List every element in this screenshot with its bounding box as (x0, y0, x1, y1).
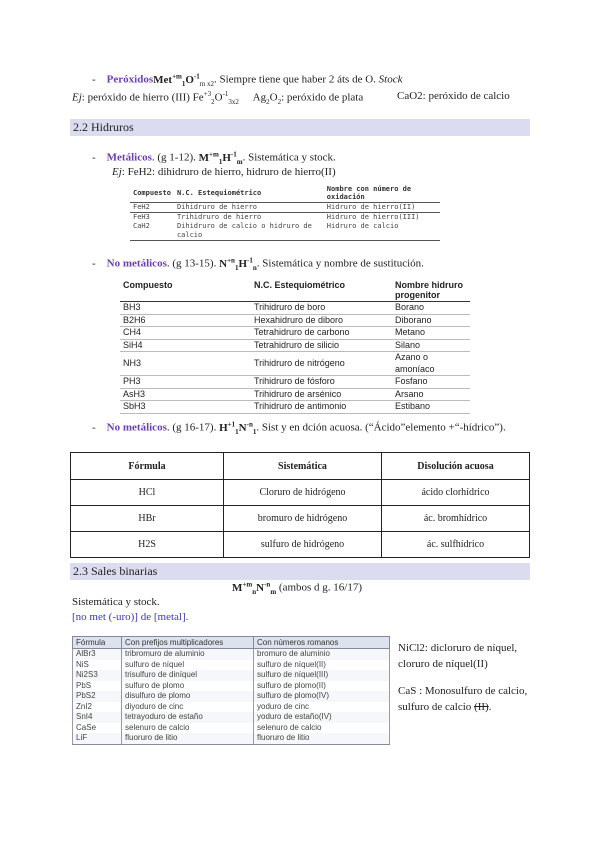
table-row (71, 532, 530, 558)
cell: Ni2S3 (73, 670, 122, 681)
peroxidos-example (72, 90, 542, 106)
formula-n: N (256, 581, 265, 594)
cell: sulfuro de níquel(II) (254, 660, 390, 671)
sub: m (236, 157, 243, 166)
formula-met: Met (153, 73, 173, 86)
cell: sulfuro de plomo(II) (254, 681, 390, 692)
cell: tetrayoduro de estaño (122, 712, 254, 723)
cell: bromuro de aluminio (254, 649, 390, 660)
cell: ácido clorhídrico (382, 480, 530, 506)
sup: -1 (193, 72, 200, 80)
cell: Dihidruro de calcio o hidruro de calcio (176, 222, 312, 239)
cell: fluoruro de litio (254, 733, 390, 744)
formula-o: O (185, 73, 194, 86)
cell: Hexahidruro de diboro (251, 314, 392, 327)
cell: Arsano (392, 388, 470, 401)
table-header (73, 637, 390, 649)
ej-label: Ej (112, 166, 122, 178)
cell: PH3 (120, 376, 251, 389)
table-row (120, 352, 470, 376)
metalicos-line (92, 150, 336, 166)
table-row (120, 376, 470, 389)
formula-m: M (198, 151, 210, 164)
table-row (73, 649, 390, 660)
table-row (130, 203, 440, 213)
metalicos-example (112, 166, 336, 178)
cell: Tetrahidruro de carbono (251, 327, 392, 340)
cell: sulfuro de níquel (122, 660, 254, 671)
peroxidos-title: Peróxidos (106, 73, 154, 86)
ej-ag: Ag (252, 91, 267, 104)
metalicos-rest: . Sistemática y stock. (242, 151, 336, 164)
cell: NH3 (120, 352, 251, 376)
ej-ag-o: O (269, 91, 278, 104)
cell: Silano (392, 339, 470, 352)
cell: HCl (71, 480, 224, 506)
bullet: - (92, 73, 96, 86)
cell: disulfuro de plomo (122, 691, 254, 702)
sub: 2 (211, 97, 215, 106)
header-cell: N.C. Estequiométrico (174, 184, 324, 203)
bullet: - (92, 151, 96, 164)
sub: 1 (252, 427, 257, 436)
cell: Dihidruro de hierro (176, 203, 258, 211)
sub: 1 (181, 79, 186, 88)
ej-label: Ej (72, 91, 82, 104)
cell: diyoduro de cinc (122, 702, 254, 713)
sales-line2: [no met (-uro)] de [metal]. (72, 611, 189, 623)
table-row (120, 339, 470, 352)
cell: Trihidruro de nitrógeno (251, 352, 392, 376)
cell: Trihidruro de antimonio (251, 401, 392, 414)
cell: Hidruro de hierro(III) (324, 213, 440, 223)
metalicos-table (130, 184, 440, 241)
table-row (130, 213, 440, 223)
cell: FeH2 (133, 203, 150, 211)
header-cell: Sistemática (224, 453, 382, 480)
cell: B2H6 (120, 314, 251, 327)
cell: fluoruro de litio (122, 733, 254, 744)
sup: -1 (247, 256, 253, 264)
note-nicl2: NiCl2: dicloruro de níquel, cloruro de níquel(II) (398, 642, 518, 670)
cell: bromuro de hidrógeno (224, 506, 382, 532)
table-row (71, 480, 530, 506)
cell: Tetrahidruro de silicio (251, 339, 392, 352)
table-row (71, 506, 530, 532)
header-cell: Nombre con número de oxidación (324, 184, 440, 203)
ref: . (g 16-17). (166, 421, 217, 434)
section-sales: 2.3 Sales binarias (70, 563, 530, 580)
acidos-table (70, 452, 530, 558)
nometalicos2-line (92, 420, 506, 436)
ej-o: O (214, 91, 223, 104)
table-header (120, 279, 470, 302)
header-cell: Con números romanos (254, 637, 390, 649)
table-row (73, 702, 390, 713)
header-cell: Fórmula (71, 453, 224, 480)
nometalicos1-line (92, 256, 424, 272)
header-cell: N.C. Estequiométrico (251, 279, 392, 302)
cell: ZnI2 (73, 702, 122, 713)
cell: Trihidruro de hierro (174, 213, 324, 223)
cell: BH3 (120, 302, 251, 315)
cell: CaSe (73, 723, 122, 734)
sales-table (72, 636, 390, 745)
cell: Azano o amoníaco (392, 352, 470, 376)
table-row (73, 723, 390, 734)
sub: n (252, 263, 257, 272)
rest: . Sistemática y nombre de sustitución. (256, 257, 424, 270)
header-cell: Nombre hidruro progenitor (392, 279, 470, 302)
formula-h: H (238, 257, 248, 270)
note-cas (398, 683, 533, 715)
ref: . (g 13-15). (166, 257, 217, 270)
cell: sulfuro de plomo(IV) (254, 691, 390, 702)
table-row (73, 733, 390, 744)
sales-formula (232, 580, 362, 596)
note-text: CaS : Monosulfuro de calcio, sulfuro de calcio (398, 685, 528, 713)
section-hidruros: 2.2 Hidruros (70, 119, 530, 136)
table-row (73, 712, 390, 723)
cell: AlBr3 (73, 649, 122, 660)
sub: 1 (235, 427, 239, 436)
cell: Trihidruro de fósforo (251, 376, 392, 389)
ej-text: : peróxido de hierro (III) Fe (81, 91, 204, 104)
cell: Hidruro de calcio (326, 222, 399, 230)
cell: Cloruro de hidrógeno (224, 480, 382, 506)
table-row (120, 302, 470, 315)
table-row (73, 681, 390, 692)
rest: . Sist y en dción acuosa. (“Ácido”elemento +“-hídrico”). (256, 421, 506, 434)
header-cell: Compuesto (120, 279, 251, 302)
cell: Estibano (392, 401, 470, 414)
cell: sulfuro de hidrógeno (224, 532, 382, 558)
sub: 3x2 (228, 97, 239, 106)
header-cell: Compuesto (130, 184, 174, 203)
ej-ag-text: : peróxido de plata (281, 91, 364, 104)
cell: trisulfuro de diníquel (122, 670, 254, 681)
cell: yoduro de estaño(IV) (254, 712, 390, 723)
table-row (120, 401, 470, 414)
cell: Diborano (392, 314, 470, 327)
sub: 1 (218, 157, 223, 166)
metalicos-title: Metálicos (106, 151, 152, 164)
sub: n (252, 587, 257, 596)
table-header (71, 453, 530, 480)
cell: HBr (71, 506, 224, 532)
stock-label: Stock (378, 73, 403, 86)
cell: selenuro de calcio (122, 723, 254, 734)
cell: Metano (392, 327, 470, 340)
cell: PbS2 (73, 691, 122, 702)
cell: Fosfano (392, 376, 470, 389)
table-row (73, 670, 390, 681)
nometalicos1-title: No metálicos (106, 257, 167, 270)
table-row (120, 388, 470, 401)
formula-h: H (222, 151, 231, 164)
table-row (73, 660, 390, 671)
table-row (130, 222, 440, 241)
sup: -n (246, 420, 253, 428)
sub: m x2 (199, 79, 214, 88)
cell: CaH2 (133, 222, 150, 230)
sup: +m (209, 150, 219, 158)
peroxidos-line (92, 72, 402, 88)
sup: -1 (230, 150, 237, 158)
sub: m (270, 587, 277, 596)
strike-text: (II) (474, 701, 489, 713)
cell: SbH3 (120, 401, 251, 414)
sub: 2 (277, 97, 282, 106)
metalicos-ref: . (g 1-12). (151, 151, 196, 164)
sup: -1 (222, 90, 229, 98)
ej-ca: CaO2: peróxido de calcio (397, 90, 510, 102)
formula-h: H (219, 421, 228, 434)
cell: sulfuro de plomo (122, 681, 254, 692)
sup: +n (227, 256, 235, 264)
bullet: - (92, 257, 96, 270)
header-cell: Disolución acuosa (382, 453, 530, 480)
peroxidos-rest: . Siempre tiene que haber 2 áts de O. (214, 73, 376, 86)
cell: SiH4 (120, 339, 251, 352)
cell: LiF (73, 733, 122, 744)
cell: tribromuro de aluminio (122, 649, 254, 660)
cell: SnI4 (73, 712, 122, 723)
formula-n: N (238, 421, 247, 434)
sales-line1: Sistemática y stock. (72, 596, 160, 608)
header-cell: Fórmula (73, 637, 122, 649)
sup: +1 (227, 420, 236, 428)
sub: 1 (234, 263, 239, 272)
cell: PbS (73, 681, 122, 692)
formula-m: M (232, 581, 243, 594)
nometalicos2-title: No metálicos (106, 421, 167, 434)
sub: 2 (266, 97, 270, 106)
cell: ác. bromhídrico (382, 506, 530, 532)
cell: yoduro de cinc (254, 702, 390, 713)
cell: CH4 (120, 327, 251, 340)
ref: (ambos d g. 16/17) (278, 581, 363, 594)
table-row (73, 691, 390, 702)
cell: Trihidruro de arsénico (251, 388, 392, 401)
cell: Trihidruro de boro (251, 302, 392, 315)
cell: Hidruro de hierro(II) (326, 203, 416, 211)
cell: AsH3 (120, 388, 251, 401)
nometalicos1-table (120, 279, 470, 414)
note-end: . (488, 701, 492, 713)
sup: +m (172, 72, 182, 80)
cell: NiS (73, 660, 122, 671)
table-row (120, 327, 470, 340)
sup: +m (242, 580, 253, 588)
sup: -n (264, 580, 271, 588)
table-header (130, 184, 440, 203)
table-row (120, 314, 470, 327)
sup: +3 (203, 90, 212, 98)
bullet: - (92, 421, 96, 434)
cell: Borano (392, 302, 470, 315)
cell: selenuro de calcio (254, 723, 390, 734)
cell: ác. sulfhídrico (382, 532, 530, 558)
formula-n: N (219, 257, 228, 270)
cell: H2S (71, 532, 224, 558)
ej-text: : FeH2: dihidruro de hierro, hidruro de hierro(II) (121, 166, 336, 178)
header-cell: Con prefijos multiplicadores (122, 637, 254, 649)
cell: sulfuro de níquel(III) (254, 670, 390, 681)
cell: FeH3 (130, 213, 174, 223)
